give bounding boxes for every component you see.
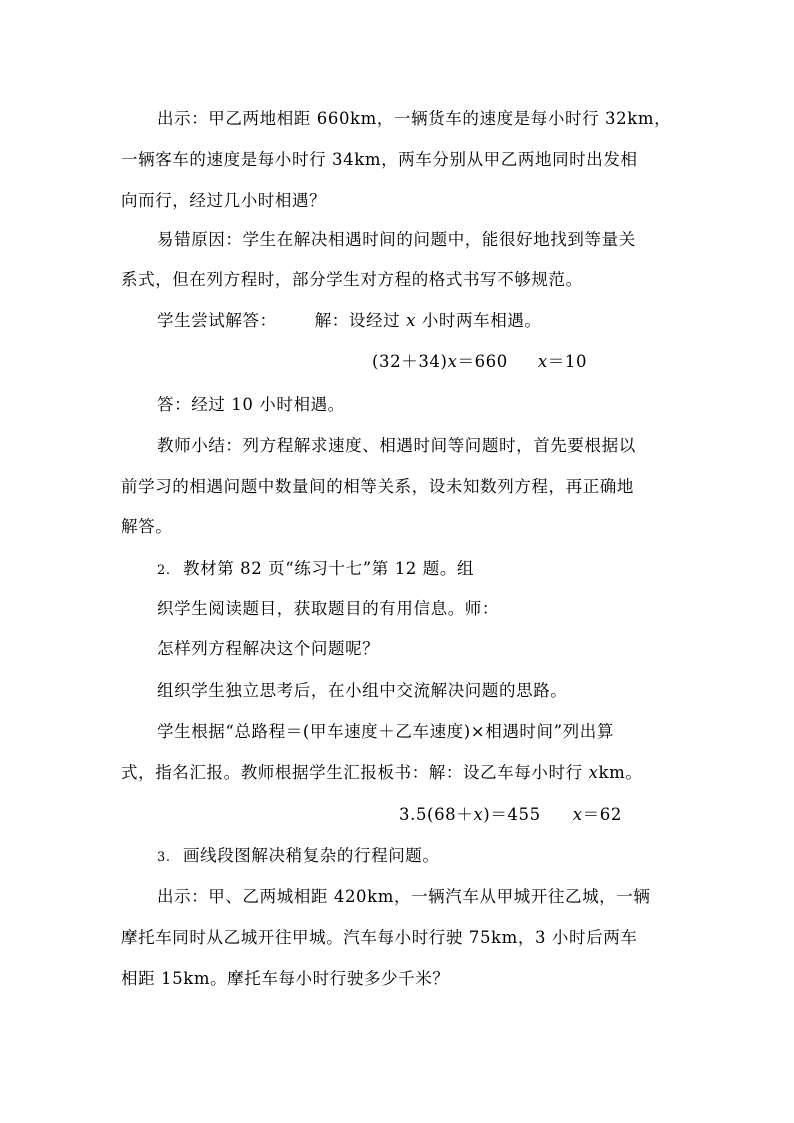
item2-detail-line4: 学生根据“总路程＝(甲车速度＋乙车速度)×相遇时间”列出算	[157, 722, 614, 741]
equation-2	[399, 803, 622, 827]
problem1-line3: 向而行，经过几小时相遇？	[121, 191, 327, 210]
equation-1-var2: x	[537, 352, 548, 371]
solution-suffix: 小时两车相遇。	[421, 311, 542, 330]
item2-text: 教材第 82 页“练习十七”第 12 题。组	[183, 559, 475, 578]
solution-prefix: 解：设经过	[314, 311, 401, 330]
item2-line	[157, 557, 474, 583]
equation-1	[372, 350, 587, 374]
problem3-line1: 出示：甲、乙两城相距 420km，一辆汽车从甲城开往乙城，一辆	[157, 887, 651, 906]
equation-1-rhs: ＝660	[457, 352, 508, 371]
board-writing-var: x	[588, 763, 599, 782]
equation-2-rhs: )＝455	[483, 805, 541, 824]
item3-number: 3.	[157, 850, 171, 865]
item3-line	[157, 844, 440, 870]
teacher-summary-line2: 前学习的相遇问题中数量间的相等关系，设未知数列方程，再正确地	[121, 477, 634, 496]
equation-2-result: ＝62	[582, 805, 622, 824]
item2-detail-line3: 组织学生独立思考后，在小组中交流解决问题的思路。	[157, 681, 568, 700]
teacher-summary-line3: 解答。	[121, 517, 173, 536]
student-attempt-label: 学生尝试解答：	[157, 311, 277, 330]
board-writing-line	[121, 761, 642, 785]
student-attempt-line	[157, 309, 542, 333]
item2-detail-line2: 怎样列方程解决这个问题呢？	[157, 639, 380, 658]
item2-detail-line1: 织学生阅读题目，获取题目的有用信息。师：	[157, 599, 499, 618]
error-reason-line1: 易错原因：学生在解决相遇时间的问题中，能很好地找到等量关	[157, 230, 636, 249]
variable-x: x	[406, 311, 416, 330]
equation-1-lhs: (32＋34)	[372, 352, 448, 371]
problem3-line2: 摩托车同时从乙城开往甲城。汽车每小时行驶 75km，3 小时后两车	[121, 928, 638, 947]
teacher-summary-line1: 教师小结：列方程解求速度、相遇时间等问题时，首先要根据以	[157, 436, 636, 455]
error-reason-line2: 系式，但在列方程时，部分学生对方程的格式书写不够规范。	[121, 270, 583, 289]
problem3-line3: 相距 15km。摩托车每小时行驶多少千米？	[121, 969, 450, 988]
problem1-line1: 出示：甲乙两地相距 660km，一辆货车的速度是每小时行 32km，	[157, 109, 672, 128]
equation-1-var: x	[447, 352, 458, 371]
equation-1-result: ＝10	[547, 352, 588, 371]
item2-number: 2.	[157, 563, 171, 578]
answer-line: 答：经过 10 小时相遇。	[157, 395, 345, 414]
equation-2-var: x	[473, 805, 484, 824]
equation-2-var2: x	[572, 805, 583, 824]
equation-2-lhs: 3.5(68＋	[399, 805, 474, 824]
item3-text: 画线段图解决稍复杂的行程问题。	[183, 846, 440, 865]
board-writing-unit: km。	[598, 763, 643, 782]
board-writing-prefix: 式，指名汇报。教师根据学生汇报板书：解：设乙车每小时行	[121, 763, 583, 782]
problem1-line2: 一辆客车的速度是每小时行 34km，两车分别从甲乙两地同时出发相	[121, 150, 638, 169]
